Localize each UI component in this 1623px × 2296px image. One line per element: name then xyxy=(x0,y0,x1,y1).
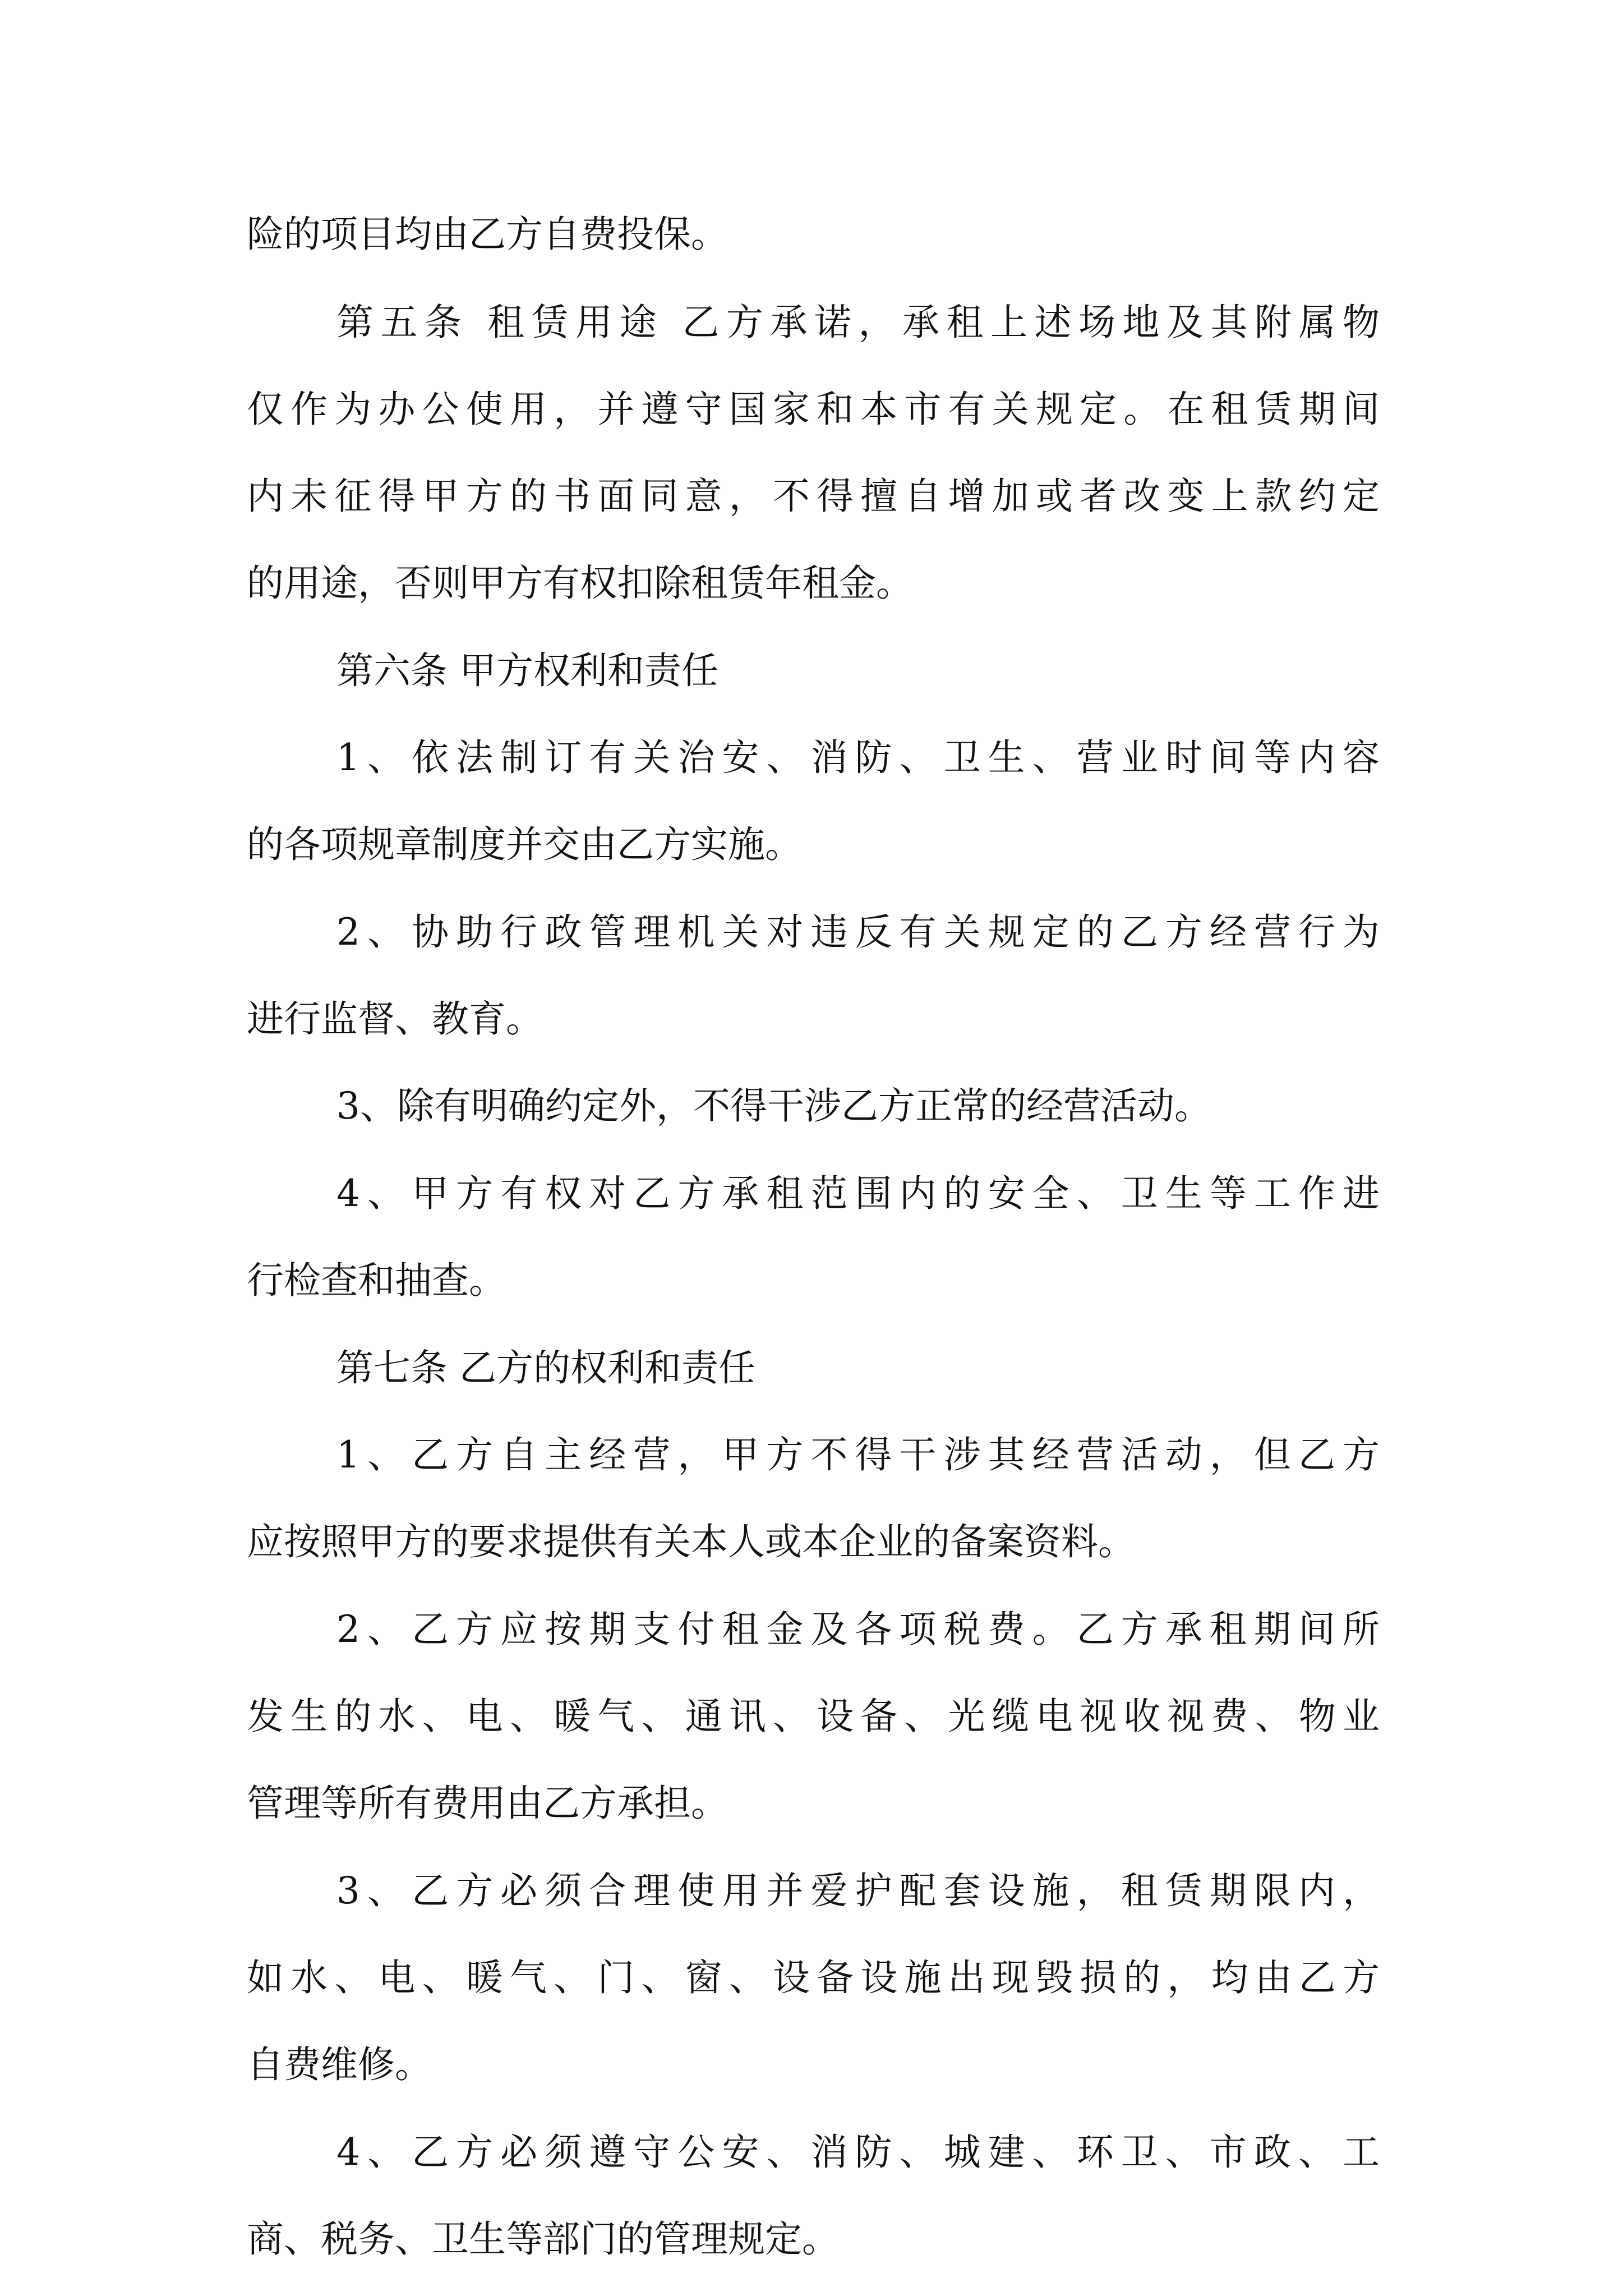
text-line: 险的项目均由乙方自费投保。 xyxy=(247,213,728,256)
text-line: 第五条 租赁用途 乙方承诺，承租上述场地及其附属物 xyxy=(336,301,1380,344)
section-heading: 第七条 乙方的权利和责任 xyxy=(336,1346,755,1389)
text-line: 应按照甲方的要求提供有关本人或本企业的备案资料。 xyxy=(247,1520,1135,1563)
text-line: 的各项规章制度并交由乙方实施。 xyxy=(247,823,802,866)
text-line: 1、乙方自主经营，甲方不得干涉其经营活动，但乙方 xyxy=(336,1433,1380,1476)
text-line: 仅作为办公使用，并遵守国家和本市有关规定。在租赁期间 xyxy=(247,388,1380,431)
section-heading: 第六条 甲方权利和责任 xyxy=(336,649,718,692)
text-line: 管理等所有费用由乙方承担。 xyxy=(247,1782,728,1825)
text-line: 商、税务、卫生等部门的管理规定。 xyxy=(247,2217,839,2261)
text-line: 自费维修。 xyxy=(247,2043,432,2086)
text-line: 4、乙方必须遵守公安、消防、城建、环卫、市政、工 xyxy=(336,2131,1380,2174)
text-line: 3、除有明确约定外，不得干涉乙方正常的经营活动。 xyxy=(336,1084,1211,1128)
text-line: 进行监督、教育。 xyxy=(247,997,543,1041)
text-line: 1、依法制订有关治安、消防、卫生、营业时间等内容 xyxy=(336,736,1380,779)
text-line: 内未征得甲方的书面同意，不得擅自增加或者改变上款约定 xyxy=(247,475,1380,518)
text-line: 2、乙方应按期支付租金及各项税费。乙方承租期间所 xyxy=(336,1608,1380,1651)
text-line: 行检查和抽查。 xyxy=(247,1259,506,1302)
text-line: 的用途，否则甲方有权扣除租赁年租金。 xyxy=(247,562,913,605)
text-line: 3、乙方必须合理使用并爱护配套设施，租赁期限内， xyxy=(336,1869,1380,1912)
text-line: 发生的水、电、暖气、通讯、设备、光缆电视收视费、物业 xyxy=(247,1695,1380,1738)
text-line: 4、甲方有权对乙方承租范围内的安全、卫生等工作进 xyxy=(336,1172,1380,1215)
text-line: 2、协助行政管理机关对违反有关规定的乙方经营行为 xyxy=(336,910,1380,954)
text-line: 如水、电、暖气、门、窗、设备设施出现毁损的，均由乙方 xyxy=(247,1956,1380,1999)
